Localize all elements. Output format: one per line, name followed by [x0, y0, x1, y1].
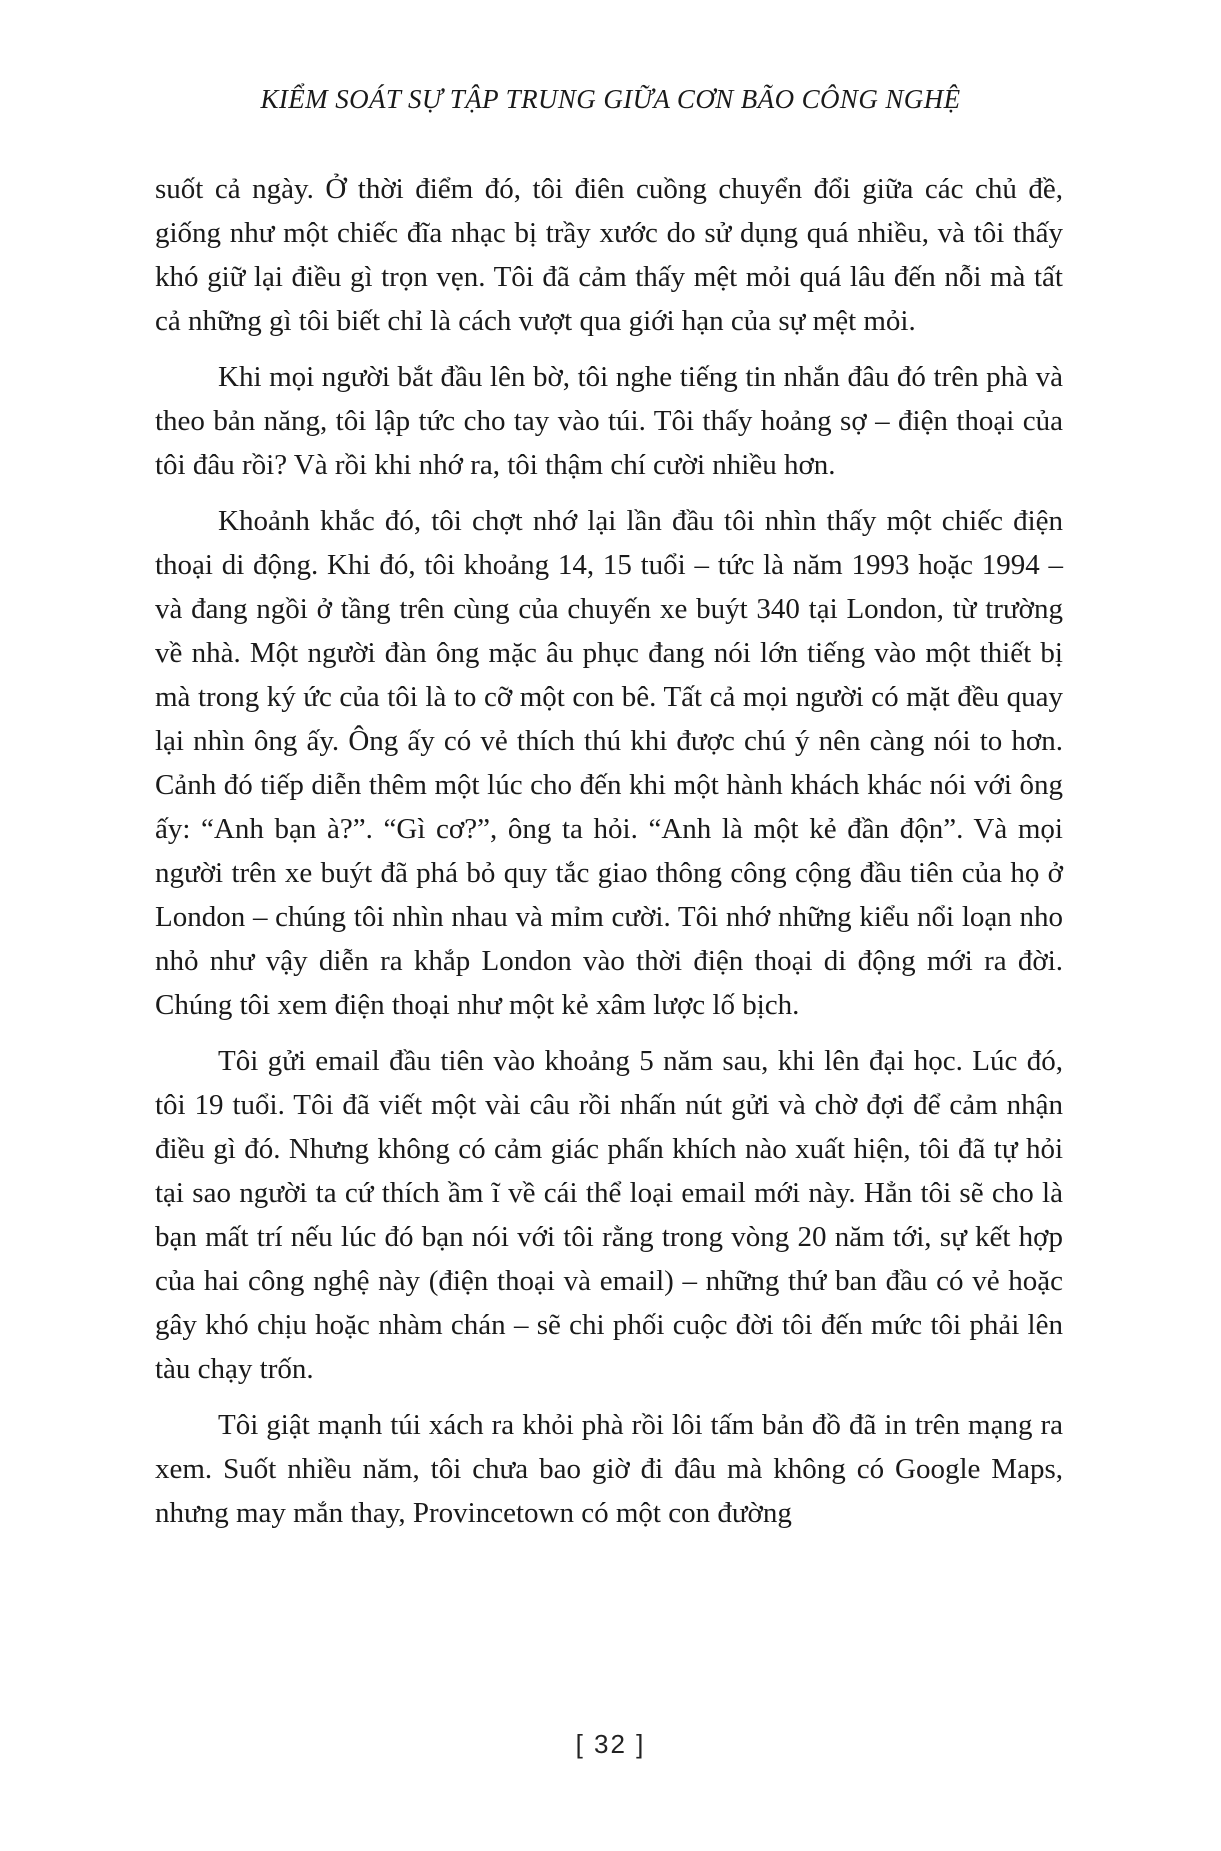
- body-text: [155, 167, 1063, 1535]
- paragraph: suốt cả ngày. Ở thời điểm đó, tôi điên cuồng chuyển đổi giữa các chủ đề, giống như một chiếc đĩa nhạc bị trầy xước do sử dụng quá nhiều, và tôi thấy khó giữ lại điều gì trọn vẹn. Tôi đã cảm thấy mệt mỏi quá lâu đến nỗi mà tất cả những gì tôi biết chỉ là cách vượt qua giới hạn của sự mệt mỏi.: [155, 173, 1063, 337]
- paragraph: Tôi giật mạnh túi xách ra khỏi phà rồi lôi tấm bản đồ đã in trên mạng ra xem. Suốt nhiều năm, tôi chưa bao giờ đi đâu mà không có Google Maps, nhưng may mắn thay, Provincetown có một con đường: [155, 1409, 1063, 1529]
- paragraph: Khoảnh khắc đó, tôi chợt nhớ lại lần đầu tôi nhìn thấy một chiếc điện thoại di động. Khi đó, tôi khoảng 14, 15 tuổi – tức là năm 1993 hoặc 1994 – và đang ngồi ở tầng trên cùng của chuyến xe buýt 340 tại London, từ trường về nhà. Một người đàn ông mặc âu phục đang nói lớn tiếng vào một thiết bị mà trong ký ức của tôi là to cỡ một con bê. Tất cả mọi người có mặt đều quay lại nhìn ông ấy. Ông ấy có vẻ thích thú khi được chú ý nên càng nói to hơn. Cảnh đó tiếp diễn thêm một lúc cho đến khi một hành khách khác nói với ông ấy: “Anh bạn à?”. “Gì cơ?”, ông ta hỏi. “Anh là một kẻ đần độn”. Và mọi người trên xe buýt đã phá bỏ quy tắc giao thông công cộng đầu tiên của họ ở London – chúng tôi nhìn nhau và mỉm cười. Tôi nhớ những kiểu nổi loạn nho nhỏ như vậy diễn ra khắp London vào thời điện thoại di động mới ra đời. Chúng tôi xem điện thoại như một kẻ xâm lược lố bịch.: [155, 505, 1063, 1021]
- page-number: [ 32 ]: [575, 1729, 646, 1759]
- paragraph: Khi mọi người bắt đầu lên bờ, tôi nghe tiếng tin nhắn đâu đó trên phà và theo bản năng, tôi lập tức cho tay vào túi. Tôi thấy hoảng sợ – điện thoại của tôi đâu rồi? Và rồi khi nhớ ra, tôi thậm chí cười nhiều hơn.: [155, 361, 1063, 481]
- paragraph: Tôi gửi email đầu tiên vào khoảng 5 năm sau, khi lên đại học. Lúc đó, tôi 19 tuổi. Tôi đã viết một vài câu rồi nhấn nút gửi và chờ đợi để cảm nhận điều gì đó. Nhưng không có cảm giác phấn khích nào xuất hiện, tôi đã tự hỏi tại sao người ta cứ thích ầm ĩ về cái thể loại email mới này. Hẳn tôi sẽ cho là bạn mất trí nếu lúc đó bạn nói với tôi rằng trong vòng 20 năm tới, sự kết hợp của hai công nghệ này (điện thoại và email) – những thứ ban đầu có vẻ hoặc gây khó chịu hoặc nhàm chán – sẽ chi phối cuộc đời tôi đến mức tôi phải lên tàu chạy trốn.: [155, 1045, 1063, 1385]
- running-header: KIỂM SOÁT SỰ TẬP TRUNG GIỮA CƠN BÃO CÔNG NGHỆ: [260, 84, 961, 114]
